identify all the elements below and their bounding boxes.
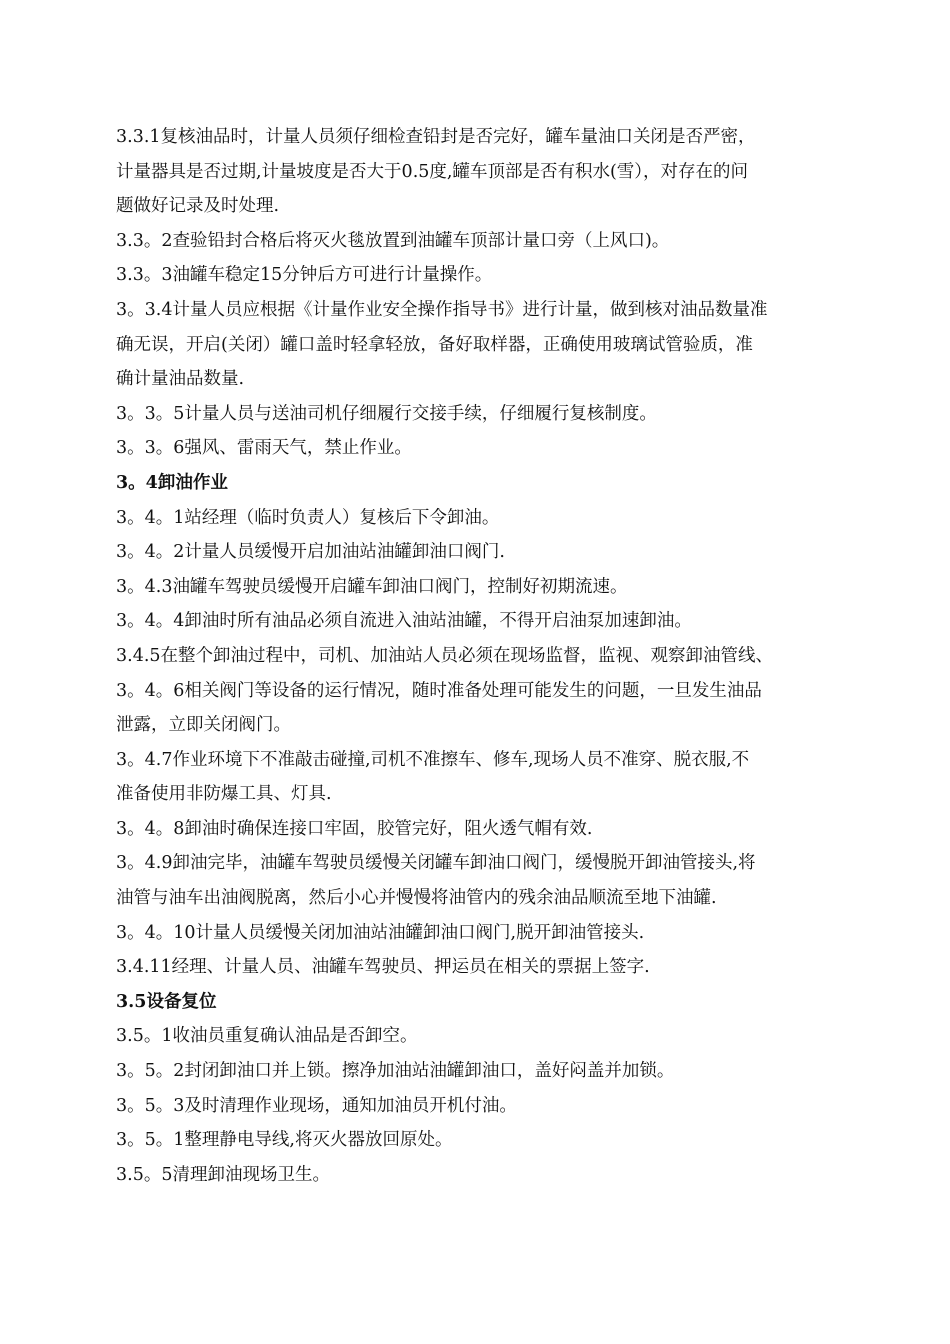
text-line: 3.3.1复核油品时，计量人员须仔细检查铅封是否完好，罐车量油口关闭是否严密， — [116, 127, 756, 147]
text-line: 3。3。5计量人员与送油司机仔细履行交接手续，仔细履行复核制度。 — [116, 403, 657, 424]
text-line: 3。4。6相关阀门等设备的运行情况，随时准备处理可能发生的问题，一旦发生油品 — [116, 680, 762, 701]
text-line: 题做好记录及时处理. — [116, 196, 280, 217]
text-line: 3。3。6强风、雷雨天气，禁止作业。 — [116, 438, 412, 459]
text-line: 3。4。2计量人员缓慢开启加油站油罐卸油口阀门. — [116, 542, 505, 563]
text-line: 确无误，开启(关闭）罐口盖时轻拿轻放，备好取样器，正确使用玻璃试管验质，准 — [116, 334, 753, 355]
text-line: 3.4.5在整个卸油过程中，司机、加油站人员必须在现场监督，监视、观察卸油管线、 — [116, 645, 774, 666]
text-line: 3。5。1整理静电导线,将灭火器放回原处。 — [116, 1130, 453, 1151]
text-line: 3.3。2查验铅封合格后将灭火毯放置到油罐车顶部计量口旁（上风口)。 — [116, 230, 670, 251]
text-line: 计量器具是否过期,计量坡度是否大于0.5度,罐车顶部是否有积水(雪），对存在的问 — [116, 161, 749, 182]
text-line: 准备使用非防爆工具、灯具. — [116, 784, 332, 805]
text-line: 3。4.9卸油完毕，油罐车驾驶员缓慢关闭罐车卸油口阀门，缓慢脱开卸油管接头,将 — [116, 853, 756, 874]
text-line: 3.5。5清理卸油现场卫生。 — [116, 1164, 330, 1185]
text-line: 3.4.11经理、计量人员、油罐车驾驶员、押运员在相关的票据上签字. — [116, 957, 650, 978]
text-line: 3.5。1收油员重复确认油品是否卸空。 — [116, 1026, 418, 1047]
section-heading: 3。4卸油作业 — [116, 472, 228, 493]
text-line: 泄露，立即关闭阀门。 — [116, 715, 291, 736]
text-line: 3.3。3油罐车稳定15分钟后方可进行计量操作。 — [116, 265, 493, 286]
text-line: 确计量油品数量. — [116, 369, 245, 390]
text-line: 3。4。8卸油时确保连接口牢固，胶管完好，阻火透气帽有效. — [116, 818, 593, 839]
section-heading: 3.5设备复位 — [116, 991, 217, 1012]
text-line: 3。5。2封闭卸油口并上锁。擦净加油站油罐卸油口，盖好闷盖并加锁。 — [116, 1061, 675, 1082]
text-line: 3。4.7作业环境下不准敲击碰撞,司机不准擦车、修车,现场人员不准穿、脱衣服,不 — [116, 749, 750, 770]
text-line: 油管与油车出油阀脱离，然后小心并慢慢将油管内的残余油品顺流至地下油罐. — [116, 888, 717, 909]
text-line: 3。4。1站经理（临时负责人）复核后下令卸油。 — [116, 507, 500, 528]
text-line: 3。4。10计量人员缓慢关闭加油站油罐卸油口阀门,脱开卸油管接头. — [116, 922, 645, 943]
text-line: 3。4。4卸油时所有油品必须自流进入油站油罐，不得开启油泵加速卸油。 — [116, 611, 692, 632]
text-line: 3。3.4计量人员应根据《计量作业安全操作指导书》进行计量，做到核对油品数量准 — [116, 299, 768, 320]
document-body — [116, 120, 846, 1192]
text-line: 3。5。3及时清理作业现场，通知加油员开机付油。 — [116, 1095, 517, 1116]
text-line: 3。4.3油罐车驾驶员缓慢开启罐车卸油口阀门，控制好初期流速。 — [116, 576, 628, 597]
